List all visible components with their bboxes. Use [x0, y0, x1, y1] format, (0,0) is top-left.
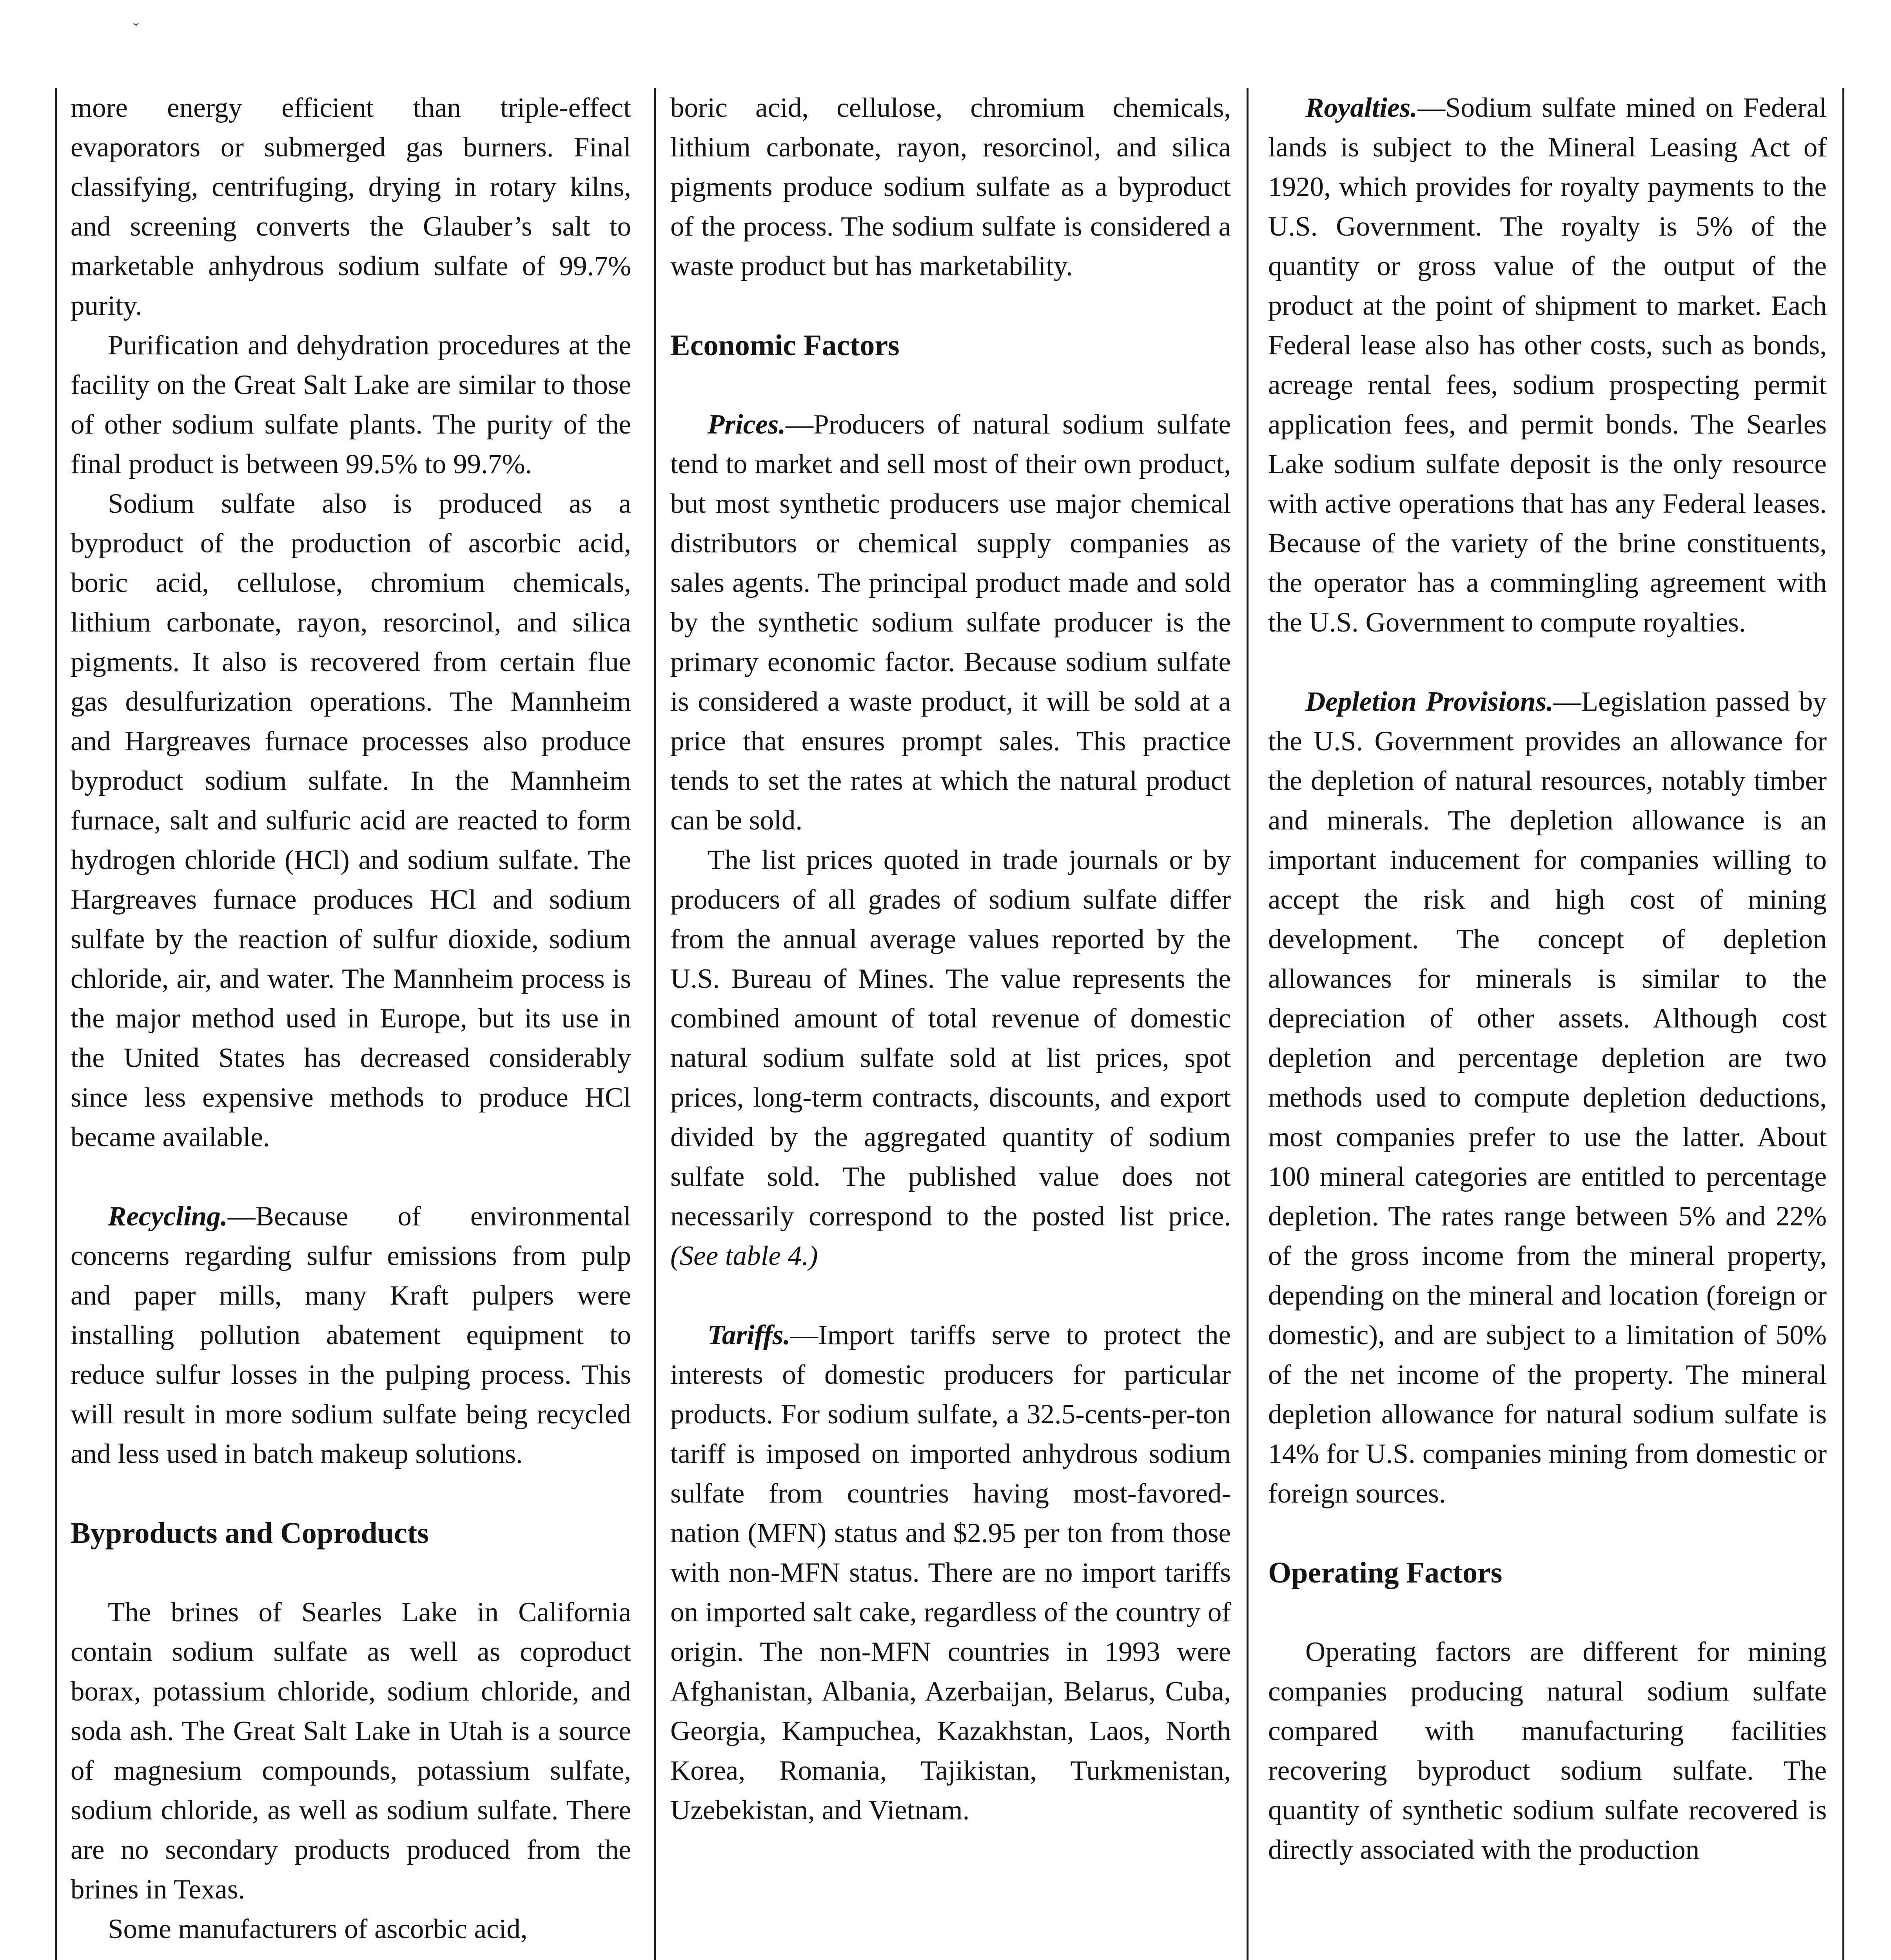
section-heading: Byproducts and Coproducts — [71, 1517, 429, 1550]
depletion-paragraph — [1268, 682, 1827, 1514]
paragraph: Purification and dehydration procedures at the facility on the Great Salt Lake are similar to those of other sodium sulfate plants. The purity of the final product is between 99.5% to 99.7%. — [71, 330, 631, 479]
paragraph-body: The list prices quoted in trade journals or by producers of all grades of sodium sulfate differ from the annual average values reported by the U.S. Bureau of Mines. The value represents the combined amount of total revenue of domestic natural sodium sulfate sold at list prices, spot prices, long-term contracts, discounts, and export divided by the aggregated quantity of sodium sulfate sold. The published value does not necessarily correspond to the posted list price. — [670, 845, 1231, 1232]
column-rule-2-3 — [1247, 88, 1249, 1960]
tariffs-paragraph — [670, 1316, 1231, 1830]
recycling-paragraph — [71, 1197, 631, 1474]
royalties-paragraph — [1268, 88, 1827, 642]
paragraph: Operating factors are different for mining companies producing natural sodium sulfate compared with manufacturing facilities recovering byproduct sodium sulfate. The quantity of synthetic sodium sulfate recovered is directly associated with the production — [1268, 1637, 1827, 1865]
paragraph: more energy efficient than triple-effect evaporators or submerged gas burners. Final classifying, centrifuging, drying in rotary kilns, and screening converts the Glauber’s salt to marketable anhydrous sodium sulfate of 99.7% purity. — [71, 93, 631, 321]
paragraph: Sodium sulfate also is produced as a byproduct of the production of ascorbic acid, boric acid, cellulose, chromium chemicals, lithium carbonate, rayon, resorcinol, and silica pigments. It also is recovered from certain flue gas desulfurization operations. The Mannheim and Hargreaves furnace processes also produce byproduct sodium sulfate. In the Mannheim furnace, salt and sulfuric acid are reacted to form hydrogen chloride (HCl) and sodium sulfate. The Hargreaves furnace produces HCl and sodium sulfate by the reaction of sulfur dioxide, sodium chloride, air, and water. The Mannheim process is the major method used in Europe, but its use in the United States has decreased considerably since less expensive methods to produce HCl became available. — [71, 488, 631, 1152]
paragraph: Some manufacturers of ascorbic acid, — [108, 1914, 528, 1944]
paragraph: The brines of Searles Lake in California contain sodium sulfate as well as coproduct borax, potassium chloride, sodium chloride, and soda ash. The Great Salt Lake in Utah is a source of magnesium compounds, potassium sulfate, sodium chloride, as well as sodium sulfate. There are no secondary products produced from the brines in Texas. — [71, 1597, 631, 1905]
run-in-heading: Depletion Provisions. — [1305, 686, 1553, 717]
paragraph-body: —Import tariffs serve to protect the interests of domestic producers for particular products. For sodium sulfate, a 32.5-cents-per-ton tariff is imposed on imported anhydrous sodium sulfate from countries having most-favored-nation (MFN) status and $2.95 per ton from those with non-MFN status. There are no import tariffs on imported salt cake, regardless of the country of origin. The non-MFN countries in 1993 were Afghanistan, Albania, Azerbaijan, Belarus, Cuba, Georgia, Kampuchea, Kazakhstan, Laos, North Korea, Romania, Tajikistan, Turkmenistan, Uzebekistan, and Vietnam. — [670, 1320, 1231, 1826]
column-1 — [71, 88, 631, 1949]
paragraph-body: —Legislation passed by the U.S. Government provides an allowance for the depletion of natural resources, notably timber and minerals. The depletion allowance is an important inducement for companies willing to accept the risk and high cost of mining development. The concept of depletion allowances for minerals is similar to the depreciation of other assets. Although cost depletion and percentage depletion are two methods used to compute depletion deductions, most companies prefer to use the latter. About 100 mineral categories are entitled to percentage depletion. The rates range between 5% and 22% of the gross income from the mineral property, depending on the mineral and location (foreign or domestic), and are subject to a limitation of 50% of the net income of the property. The mineral depletion allowance for natural sodium sulfate is 14% for U.S. companies mining from domestic or foreign sources. — [1268, 686, 1827, 1509]
paragraph: boric acid, cellulose, chromium chemicals, lithium carbonate, rayon, resorcinol, and silica pigments produce sodium sulfate as a byproduct of the process. The sodium sulfate is considered a waste product but has marketability. — [670, 93, 1231, 281]
run-in-heading: Tariffs. — [708, 1320, 791, 1350]
run-in-heading: Recycling. — [108, 1201, 228, 1232]
table-reference: (See table 4.) — [670, 1241, 818, 1271]
column-rule-1-2 — [654, 88, 656, 1960]
page-mark: ˇ — [133, 20, 139, 38]
run-in-heading: Royalties. — [1305, 93, 1417, 123]
column-3 — [1268, 88, 1827, 1870]
section-heading: Economic Factors — [670, 329, 900, 362]
list-prices-paragraph — [670, 840, 1231, 1276]
section-heading: Operating Factors — [1268, 1556, 1503, 1589]
column-rule-left — [55, 88, 57, 1960]
column-2 — [670, 88, 1231, 1830]
paragraph-body: —Producers of natural sodium sulfate tend to market and sell most of their own product, but most synthetic producers use major chemical distributors or chemical supply companies as sales agents. The principal product made and sold by the synthetic sodium sulfate producer is the primary economic factor. Because sodium sulfate is considered a waste product, it will be sold at a price that ensures prompt sales. This practice tends to set the rates at which the natural product can be sold. — [670, 409, 1231, 836]
paragraph-body: —Because of environmental concerns regarding sulfur emissions from pulp and paper mills, many Kraft pulpers were installing pollution abatement equipment to reduce sulfur losses in the pulping process. This will result in more sodium sulfate being recycled and less used in batch makeup solutions. — [71, 1201, 631, 1469]
run-in-heading: Prices. — [708, 409, 786, 440]
prices-paragraph — [670, 405, 1231, 840]
column-rule-right — [1842, 88, 1844, 1960]
paragraph-body: —Sodium sulfate mined on Federal lands is subject to the Mineral Leasing Act of 1920, which provides for royalty payments to the U.S. Government. The royalty is 5% of the quantity or gross value of the output of the product at the point of shipment to market. Each Federal lease also has other costs, such as bonds, acreage rental fees, sodium prospecting permit application fees, and permit bonds. The Searles Lake sodium sulfate deposit is the only resource with active operations that has any Federal leases. Because of the variety of the brine constituents, the operator has a commingling agreement with the U.S. Government to compute royalties. — [1268, 93, 1827, 638]
